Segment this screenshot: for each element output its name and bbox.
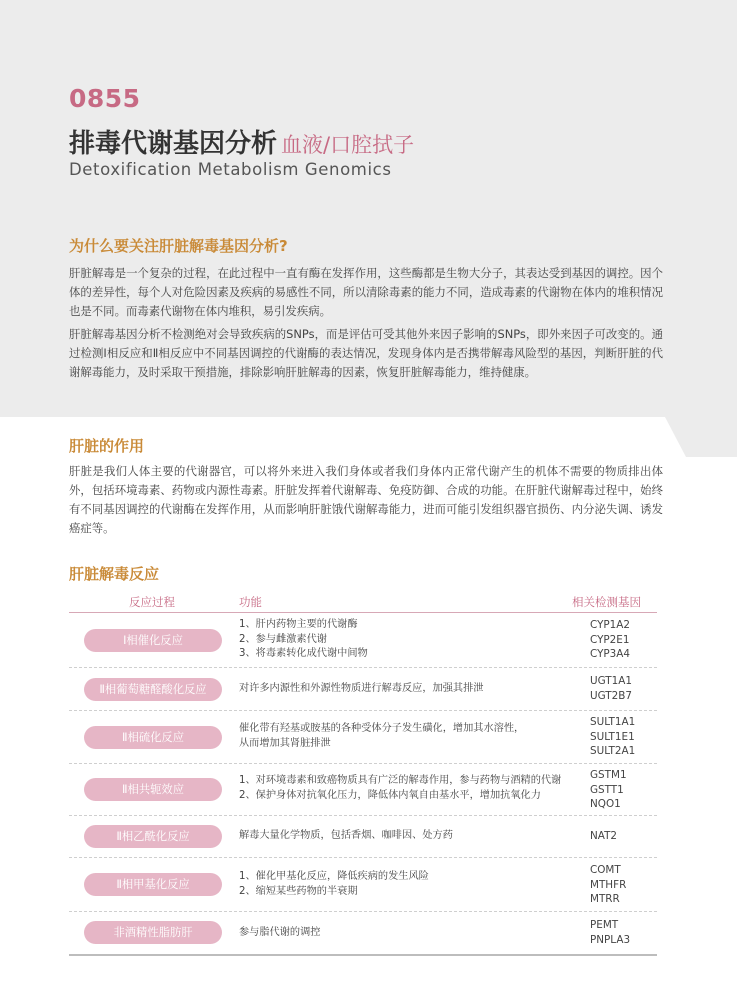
- function-text: [239, 926, 584, 941]
- gene: MTRR: [590, 893, 620, 906]
- gene: NAT2: [590, 830, 618, 842]
- function-line: 2、参与雌激素代谢: [239, 633, 327, 645]
- why-paragraph-1: 肝脏解毒是一个复杂的过程，在此过程中一直有酶在发挥作用，这些酶都是生物大分子，其表达受到基因的调控。因个体的差异性，每个人对危险因素及疾病的易感性不同，所以清除毒素的能力不同，造成毒素的代谢物在体内的堆积情况也是不同。而毒素代谢物在体内堆积，易引发疾病。: [69, 266, 663, 318]
- gene-list: [590, 768, 660, 812]
- role-paragraph: 肝脏是我们人体主要的代谢器官，可以将外来进入我们身体或者我们身体内正常代谢产生的机体不需要的物质排出体外，包括环境毒素、药物或内源性毒素。肝脏发挥着代谢解毒、免疫防御、合成的功能。在肝脏代谢解毒过程中，始终有不同基因调控的代谢酶在发挥作用，从而影响肝脏饿代谢解毒能力，进而可能引发组织器官损伤、内分泌失调、诱发癌症等。: [69, 464, 663, 535]
- gene-list: [590, 618, 660, 662]
- function-line: 2、缩短某些药物的半衰期: [239, 885, 358, 897]
- gene: SULT1A1: [590, 716, 636, 728]
- process-pill: Ⅱ相葡萄糖醛酸化反应: [84, 678, 222, 701]
- process-pill: Ⅱ相乙酰化反应: [84, 825, 222, 848]
- table-row: [69, 764, 657, 816]
- gene: COMT: [590, 864, 621, 876]
- function-line: 1、催化甲基化反应，降低疾病的发生风险: [239, 871, 429, 882]
- gene: GSTT1: [590, 783, 624, 796]
- table-row: [69, 858, 657, 912]
- function-text: [239, 774, 584, 803]
- gene: CYP3A4: [590, 648, 631, 661]
- process-pill: Ⅱ相硫化反应: [84, 726, 222, 749]
- gene: CYP1A2: [590, 619, 631, 631]
- english-title: Detoxification Metabolism Genomics: [69, 160, 392, 179]
- gene: PEMT: [590, 919, 619, 931]
- function-text: [239, 722, 529, 751]
- function-line: 对许多内源性和外源性物质进行解毒反应，加强其排泄: [239, 683, 484, 694]
- process-pill: Ⅱ相共轭效应: [84, 778, 222, 801]
- sample-type: 血液/口腔拭子: [281, 133, 415, 157]
- table-header: [69, 591, 657, 613]
- process-pill: Ⅰ相催化反应: [84, 629, 222, 652]
- gene: MTHFR: [590, 878, 627, 891]
- gene: GSTM1: [590, 769, 627, 781]
- gene-list: [590, 918, 660, 947]
- col-function: 功能: [239, 595, 262, 609]
- function-line: 催化带有羟基或胺基的各种受体分子发生磺化，增加其水溶性，从而增加其肾脏排泄: [239, 723, 525, 749]
- role-heading: 肝脏的作用: [69, 437, 145, 455]
- col-genes: 相关检测基因: [572, 595, 641, 609]
- function-text: [239, 682, 584, 697]
- gene: UGT1A1: [590, 675, 632, 687]
- why-heading: 为什么要关注肝脏解毒基因分析?: [69, 237, 288, 255]
- page-title: [69, 123, 414, 160]
- function-line: 1、肝内药物主要的代谢酶: [239, 619, 358, 630]
- gene-list: [590, 715, 660, 759]
- process-pill: 非酒精性脂肪肝: [84, 921, 222, 944]
- table-row: [69, 711, 657, 764]
- gene: NQO1: [590, 798, 621, 811]
- function-line: 参与脂代谢的调控: [239, 927, 321, 938]
- table-row: [69, 912, 657, 956]
- table-row: [69, 668, 657, 711]
- gene: PNPLA3: [590, 933, 631, 946]
- function-text: [239, 618, 584, 662]
- function-text: [239, 870, 584, 899]
- gene: UGT2B7: [590, 689, 632, 702]
- col-process: 反应过程: [129, 595, 175, 609]
- gene-list: [590, 674, 660, 703]
- gene: SULT1E1: [590, 730, 635, 743]
- gene: CYP2E1: [590, 633, 630, 646]
- product-code: 0855: [69, 84, 141, 113]
- reactions-table: [69, 591, 657, 956]
- function-line: 1、对环境毒素和致癌物质具有广泛的解毒作用，参与药物与酒精的代谢: [239, 775, 562, 786]
- function-line: 2、保护身体对抗氧化压力，降低体内氧自由基水平，增加抗氧化力: [239, 789, 541, 801]
- function-text: [239, 829, 584, 844]
- table-row: [69, 816, 657, 858]
- gene-list: [590, 829, 660, 844]
- reactions-heading: 肝脏解毒反应: [69, 565, 160, 583]
- gene-list: [590, 863, 660, 907]
- why-paragraph-2: 肝脏解毒基因分析不检测绝对会导致疾病的SNPs，而是评估可受其他外来因子影响的SNPs，即外来因子可改变的。通过检测Ⅰ相反应和Ⅱ相反应中不同基因调控的代谢酶的表达情况，发现身体内是否携带解毒风险型的基因，判断肝脏的代谢解毒能力，及时采取干预措施，排除影响肝脏解毒的因素，恢复肝脏解毒能力，维持健康。: [69, 327, 663, 379]
- process-pill: Ⅱ相甲基化反应: [84, 873, 222, 896]
- function-line: 3、将毒素转化成代谢中间物: [239, 648, 368, 660]
- title-main: 排毒代谢基因分析: [69, 129, 278, 159]
- function-line: 解毒大量化学物质，包括香烟、咖啡因、处方药: [239, 830, 453, 841]
- gene: SULT2A1: [590, 745, 636, 758]
- table-row: [69, 613, 657, 668]
